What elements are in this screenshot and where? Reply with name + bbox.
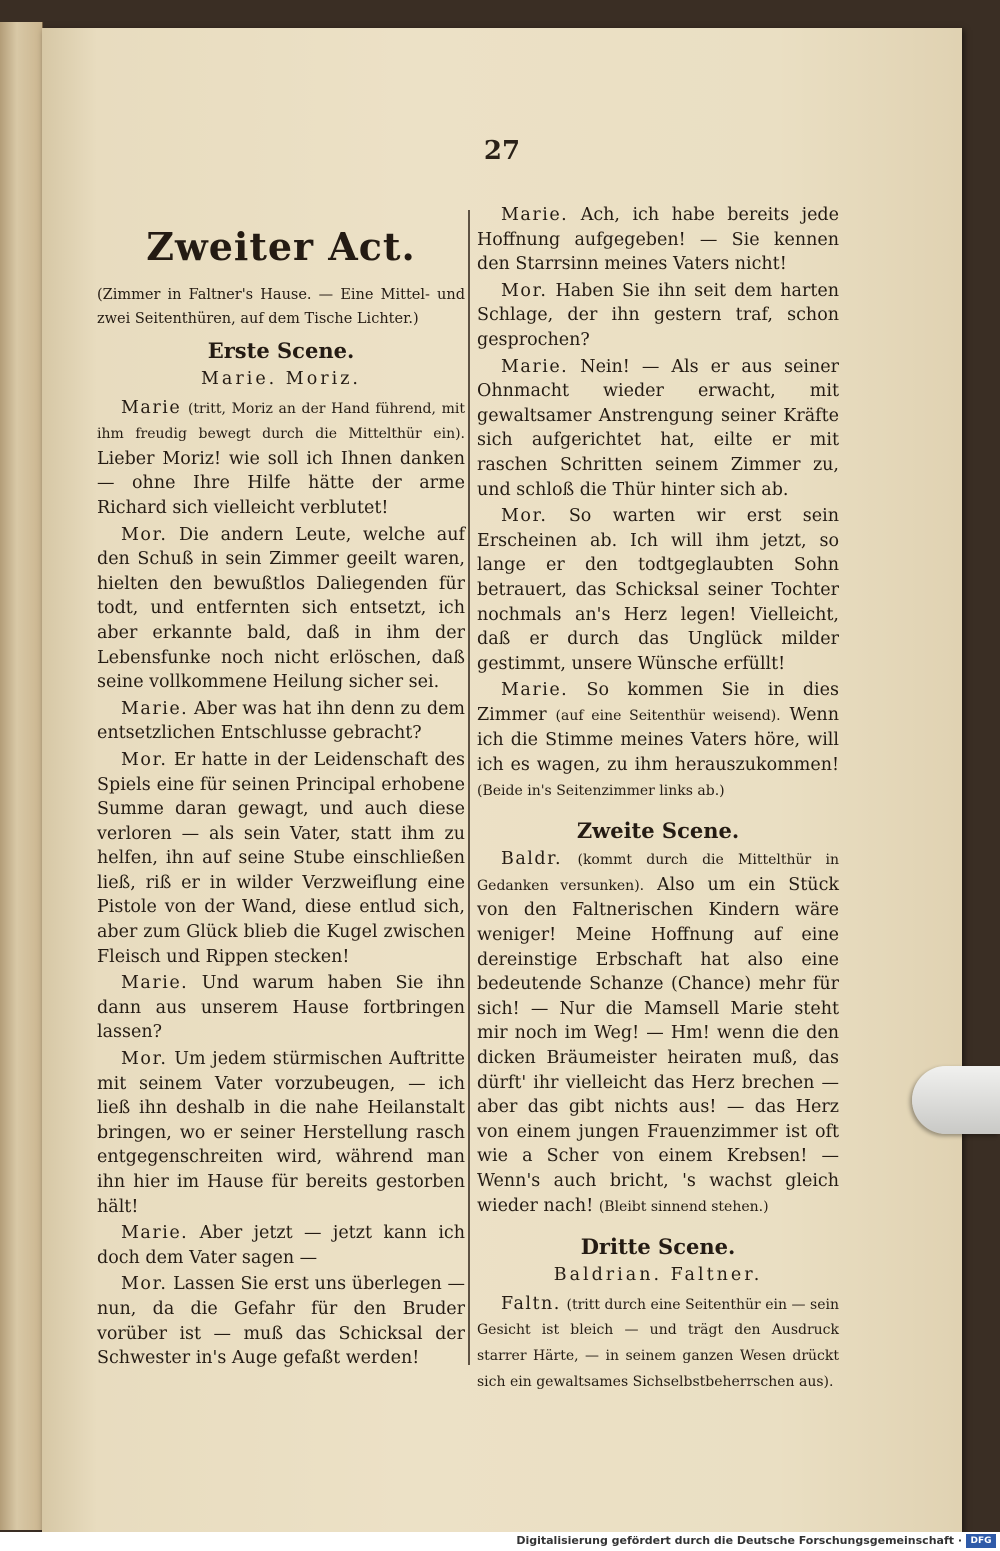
speech-text: Ach, ich habe bereits jede Hoffnung aufgegeben! — Sie kennen den Starrsinn meines Vaters nicht! [477, 205, 839, 275]
speech-text: Wenn ich die Stimme meines Vaters höre, will ich es wagen, zu ihm herauszukommen! [477, 704, 839, 776]
speaker: Mor. [121, 1049, 168, 1070]
stage-direction: (auf eine Seitenthür weisend). [555, 707, 781, 724]
scene-title-1: Erste Scene. [207, 338, 355, 363]
dfg-logo-icon[interactable]: DFG [966, 1534, 996, 1548]
speaker: Marie. [501, 205, 569, 225]
footer-credit: Digitalisierung gefördert durch die Deutsche Forschungsgemeinschaft · [516, 1534, 962, 1547]
speech-text: Er hatte in der Leidenschaft des Spiels eine für seinen Principal erhobene Summe daran gewagt, und auch diese verloren — als sein Vater, statt ihm zu helfen, ihn auf seine Stube einschließen ließ, riß er in wilder Verzweiflung eine Pistole von der Wand, diese entlud sich, aber zum Glück blieb die Kugel zwischen Fleisch und Rippen stecken! [97, 749, 465, 967]
speaker: Marie. [121, 973, 189, 994]
speech-text: Um jedem stürmischen Auftritte mit seinem Vater vorzubeugen, — ich ließ ihn deshalb in die nahe Heilanstalt bringen, wo er seiner Herstellung rasch entgegenschreiten wird, während man ihn hier im Hause für bereits gestorben hält! [97, 1049, 465, 1217]
speech [97, 523, 465, 695]
speech-text: Aber was hat ihn denn zu dem entsetzlichen Entschlusse gebracht? [97, 698, 465, 744]
speaker: Marie. [121, 698, 189, 719]
right-column [477, 203, 839, 1396]
speaker: Marie. [501, 680, 569, 701]
speech-text: So warten wir erst sein Erscheinen ab. Ich will ihm jetzt, so lange er den todtgeglaubten Sohn betrauert, das Schicksal seiner Tochter nochmals an's Herz legen! Vielleicht, daß er durch das Unglück milder gestimmt, unsere Wünsche erfüllt! [477, 506, 839, 674]
speech [477, 1292, 839, 1394]
speaker: Mor. [501, 280, 548, 301]
stage-direction: (tritt durch eine Seitenthür ein — sein Gesicht ist bleich — und trägt den Ausdruck starrer Härte, — in seinem ganzen Wesen drückt sich ein gewaltsames Sichselbstbeherrschen aus). [477, 1296, 839, 1390]
scene-title-2: Zweite Scene. [576, 818, 740, 844]
speech [97, 1221, 465, 1270]
speech-text: So kommen Sie in dies Zimmer [477, 680, 839, 725]
speech-text: Lassen Sie erst uns überlegen — nun, da die Gefahr für den Bruder vorüber ist — muß das Schicksal der Schwester in's Auge gefaßt werden! [97, 1274, 465, 1369]
speech [477, 504, 839, 676]
speech [97, 1047, 465, 1219]
page-clip-tab [912, 1066, 1000, 1134]
speech [97, 1272, 465, 1370]
speech-text: Haben Sie ihn seit dem harten Schlage, der ihn gestern traf, schon gesprochen? [477, 280, 839, 350]
page-number: 27 [483, 136, 521, 166]
column-divider [468, 210, 470, 1365]
speech-text: Nein! — Als er aus seiner Ohnmacht wieder erwacht, mit gewaltsamer Anstrengung seiner Kräfte sich aufgerichtet hat, eilte er mit raschen Schritten seinem Zimmer zu, und schloß die Thür hinter sich ab. [477, 356, 839, 500]
scene-cast-3: Baldrian. Faltner. [553, 1265, 763, 1286]
stage-direction: (Beide in's Seitenzimmer links ab.) [477, 782, 725, 799]
speaker: Faltn. [501, 1293, 561, 1314]
speaker: Baldr. [501, 849, 563, 870]
book-page [42, 28, 962, 1534]
act-stage-direction: (Zimmer in Faltner's Hause. — Eine Mittel- und zwei Seitenthüren, auf dem Tische Lichter.) [97, 287, 465, 327]
speech [477, 203, 839, 277]
speech-text: Also um ein Stück von den Faltnerischen Kindern wäre weniger! Meine Hoffnung auf eine dereinstige Erbschaft hat also eine bedeutende Schanze (Chance) mehr für sich! — Nur die Mamsell Marie steht mir noch im Weg! — Hm! wenn die den dicken Bräumeister heiraten muß, das dürft' ihr vielleicht das Herz brechen — aber das gibt nichts aus! — das Herz von einem jungen Frauenzimmer ist oft wie a Scher von einem Krebsen! — Wenn's auch bricht, 's wachst gleich wieder nach! [477, 874, 839, 1216]
speaker: Mor. [121, 1274, 168, 1295]
footer-bar [0, 1532, 1000, 1551]
speaker: Marie [121, 397, 182, 418]
speaker: Marie. [121, 1223, 189, 1244]
speaker: Mor. [501, 506, 548, 527]
speech-text: Lieber Moriz! wie soll ich Ihnen danken — ohne Ihre Hilfe hätte der arme Richard sich vielleicht verblutet! [97, 448, 465, 518]
speech [477, 847, 839, 1219]
speaker: Marie. [501, 356, 569, 377]
speech [97, 396, 465, 521]
speaker: Mor. [121, 524, 168, 545]
stage-direction: (Bleibt sinnend stehen.) [598, 1198, 769, 1215]
speech [477, 355, 839, 503]
left-column [97, 203, 465, 1373]
speech [477, 279, 839, 353]
act-title: Zweiter Act. [146, 224, 416, 269]
speech [97, 971, 465, 1045]
speech-text: Die andern Leute, welche auf den Schuß in sein Zimmer geeilt waren, hielten den bewußtlos Daliegenden für todt, und entfernten sich entsetzt, ich aber erkannte bald, daß in ihm der Lebensfunke noch nicht erlöschen, daß seine vollkommene Heilung sicher sei. [97, 524, 465, 693]
adjacent-left-page [0, 22, 43, 1530]
speech-text: Und warum haben Sie ihn dann aus unserem Hause fortbringen lassen? [97, 973, 465, 1043]
speech [97, 697, 465, 746]
speech [97, 748, 465, 969]
stage-direction: (tritt, Moriz an der Hand führend, mit ihm freudig bewegt durch die Mittelthür ein). [97, 400, 465, 443]
scene-cast-1: Marie. Moriz. [201, 369, 361, 389]
scene-title-3: Dritte Scene. [580, 1234, 736, 1260]
stage-direction: (kommt durch die Mittelthür in Gedanken versunken). [477, 852, 839, 894]
speech [477, 678, 839, 803]
speech-text: Aber jetzt — jetzt kann ich doch dem Vater sagen — [97, 1223, 465, 1268]
speaker: Mor. [121, 749, 168, 770]
